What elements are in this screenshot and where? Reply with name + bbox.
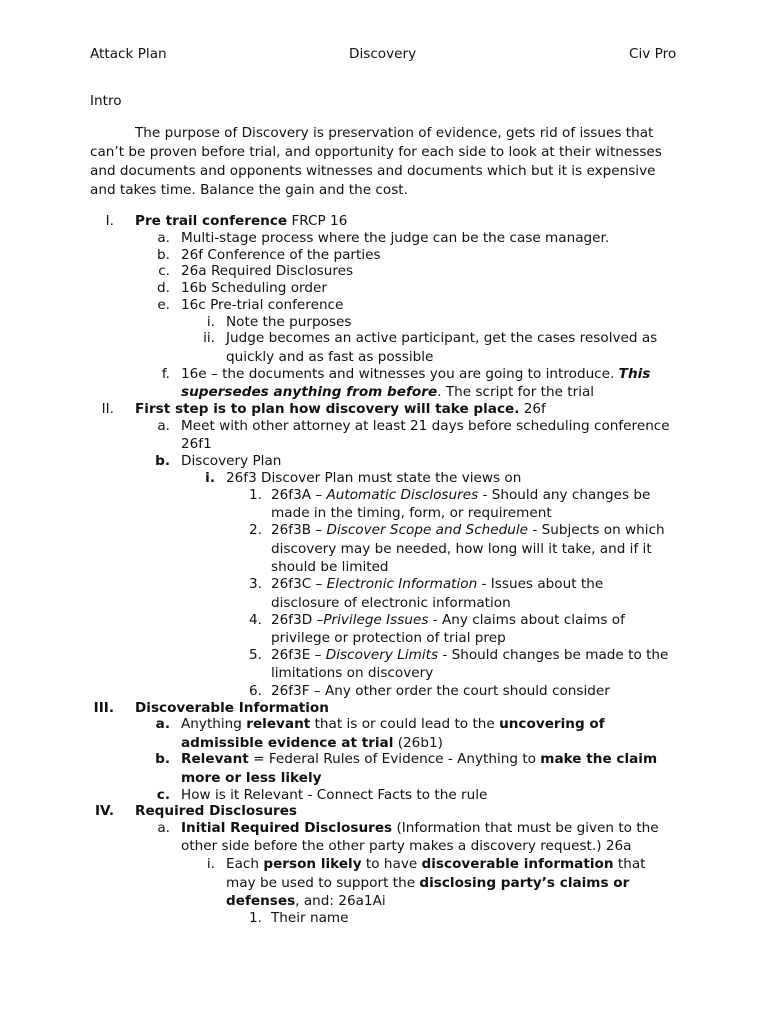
s1-b-marker: b. bbox=[157, 247, 170, 263]
s1-f-emphasis-2: supersedes anything from before bbox=[181, 384, 438, 400]
s1-f-line-1 bbox=[181, 366, 650, 383]
s1-b-text: 26f Conference of the parties bbox=[181, 247, 381, 263]
s2-b-i-text: 26f3 Discover Plan must state the views on bbox=[226, 470, 522, 486]
section-1-ref: FRCP 16 bbox=[287, 213, 348, 229]
s1-a-text: Multi-stage process where the judge can be the case manager. bbox=[181, 230, 610, 246]
s3-b-bold: Relevant bbox=[181, 751, 249, 767]
plan-item-code: 26f3E – bbox=[271, 647, 326, 663]
s1-f-text-2: . The script for the trial bbox=[437, 384, 595, 400]
plan-item-2-marker: 2. bbox=[249, 522, 262, 538]
s2-a-text-1: Meet with other attorney at least 21 days before scheduling conference bbox=[181, 418, 670, 434]
s3-a-text: that is or could lead to the bbox=[310, 716, 500, 732]
s4-a-i-text: Each bbox=[226, 856, 264, 872]
s4-a-1-text: Their name bbox=[271, 910, 349, 926]
plan-item-6-line-1: 26f3F – Any other order the court should consider bbox=[271, 683, 610, 699]
s2-a-text-2: 26f1 bbox=[181, 436, 212, 452]
plan-item-code: 26f3B – bbox=[271, 522, 327, 538]
s3-b-text: = Federal Rules of Evidence - Anything to bbox=[248, 751, 541, 767]
s3-a-marker: a. bbox=[155, 716, 170, 732]
s1-f-text-1: 16e – the documents and witnesses you are going to introduce. bbox=[181, 366, 619, 382]
plan-item-5-marker: 5. bbox=[249, 647, 262, 663]
s4-a-i-line-1 bbox=[226, 856, 645, 873]
s1-d-text: 16b Scheduling order bbox=[181, 280, 327, 296]
s2-b-text: Discovery Plan bbox=[181, 453, 282, 469]
s1-e-i-marker: i. bbox=[206, 314, 215, 330]
plan-item-2-line-2: discovery may be needed, how long will it take, and if it bbox=[271, 541, 652, 557]
s1-e-ii-text-2: quickly and as fast as possible bbox=[226, 349, 434, 365]
s4-a-bold: Initial Required Disclosures bbox=[181, 820, 393, 836]
plan-item-desc: - Issues about the bbox=[477, 576, 604, 592]
section-3-title: Discoverable Information bbox=[135, 700, 329, 716]
section-1-heading bbox=[135, 213, 347, 230]
plan-item-desc: - Should changes be made to the bbox=[438, 647, 669, 663]
plan-item-3-line-2: disclosure of electronic information bbox=[271, 595, 511, 611]
plan-item-2-line-1 bbox=[271, 522, 665, 539]
s3-c-text: How is it Relevant - Connect Facts to the rule bbox=[181, 787, 488, 803]
plan-item-topic: Privilege Issues bbox=[323, 612, 429, 628]
header-center: Discovery bbox=[349, 46, 417, 62]
section-1-title: Pre trail conference bbox=[135, 213, 288, 229]
s4-a-i-bold: disclosing party’s claims or bbox=[419, 875, 630, 891]
plan-item-4-marker: 4. bbox=[249, 612, 262, 628]
section-1-marker: I. bbox=[105, 213, 114, 229]
s3-a-bold: admissible evidence at trial bbox=[181, 735, 394, 751]
plan-item-desc: - Any claims about claims of bbox=[428, 612, 625, 628]
s3-a-line-2 bbox=[181, 735, 443, 752]
s4-a-i-marker: i. bbox=[206, 856, 215, 872]
plan-item-1-line-1 bbox=[271, 487, 650, 504]
s3-b-line-2: more or less likely bbox=[181, 770, 322, 786]
s4-a-i-text: , and: 26a1Ai bbox=[295, 893, 386, 909]
s1-e-ii-marker: ii. bbox=[203, 330, 215, 346]
s4-a-i-line-3 bbox=[226, 893, 386, 910]
s3-b-bold: make the claim bbox=[540, 751, 658, 767]
section-2-heading bbox=[135, 401, 546, 418]
s4-a-i-bold: discoverable information bbox=[421, 856, 614, 872]
s3-a-text: (26b1) bbox=[393, 735, 443, 751]
s1-c-marker: c. bbox=[158, 263, 170, 279]
s1-e-marker: e. bbox=[157, 297, 170, 313]
s2-a-marker: a. bbox=[157, 418, 170, 434]
section-2-ref: 26f bbox=[519, 401, 546, 417]
s3-a-text: Anything bbox=[181, 716, 247, 732]
s1-a-marker: a. bbox=[157, 230, 170, 246]
s4-a-line-2: other side before the other party makes a discovery request.) 26a bbox=[181, 838, 632, 854]
plan-item-desc: - Subjects on which bbox=[528, 522, 665, 538]
s3-a-line-1 bbox=[181, 716, 605, 733]
plan-item-code: 26f3C – bbox=[271, 576, 327, 592]
intro-paragraph: The purpose of Discovery is preservation of evidence, gets rid of issues that can’t be proven before trial, and opportunity for each side to look at their witnesses and documents and opponents witnesses and documents which but it is expensive and takes time. Balance the gain and the cost. bbox=[90, 125, 662, 198]
s1-e-text: 16c Pre-trial conference bbox=[181, 297, 344, 313]
s3-a-bold: uncovering of bbox=[499, 716, 605, 732]
s1-e-ii-text-1: Judge becomes an active participant, get the cases resolved as bbox=[226, 330, 658, 346]
section-4-title: Required Disclosures bbox=[135, 803, 298, 819]
s1-c-text: 26a Required Disclosures bbox=[181, 263, 354, 279]
s4-a-i-line-2 bbox=[226, 875, 629, 892]
s2-b-i-marker: i. bbox=[205, 470, 215, 486]
s4-a-i-text: that bbox=[613, 856, 646, 872]
header-left: Attack Plan bbox=[90, 46, 167, 62]
s4-a-i-bold: defenses bbox=[226, 893, 296, 909]
s1-f-marker: f. bbox=[161, 366, 170, 382]
intro-heading: Intro bbox=[90, 93, 122, 109]
s4-a-line-1 bbox=[181, 820, 659, 837]
plan-item-topic: Discover Scope and Schedule bbox=[326, 522, 529, 538]
section-4-marker: IV. bbox=[95, 803, 114, 819]
s3-b-line-1 bbox=[181, 751, 657, 768]
plan-item-6-marker: 6. bbox=[249, 683, 262, 699]
s1-d-marker: d. bbox=[157, 280, 170, 296]
s4-a-text: (Information that must be given to the bbox=[392, 820, 659, 836]
s3-a-bold: relevant bbox=[246, 716, 311, 732]
section-2-title: First step is to plan how discovery will take place. bbox=[135, 401, 520, 417]
s1-f-line-2 bbox=[181, 384, 594, 401]
s4-a-i-text: may be used to support the bbox=[226, 875, 420, 891]
plan-item-1-line-2: made in the timing, form, or requirement bbox=[271, 505, 552, 521]
section-3-marker: III. bbox=[93, 700, 114, 716]
s3-c-marker: c. bbox=[156, 787, 170, 803]
plan-item-topic: Automatic Disclosures bbox=[326, 487, 479, 503]
plan-item-code: 26f3D – bbox=[271, 612, 324, 628]
s4-a-marker: a. bbox=[157, 820, 170, 836]
plan-item-2-line-3: should be limited bbox=[271, 559, 389, 575]
plan-item-4-line-2: privilege or protection of trial prep bbox=[271, 630, 506, 646]
plan-item-topic: Electronic Information bbox=[326, 576, 478, 592]
s3-b-marker: b. bbox=[155, 751, 170, 767]
s4-a-i-bold: person likely bbox=[263, 856, 362, 872]
header-right: Civ Pro bbox=[629, 46, 677, 62]
plan-item-topic: Discovery Limits bbox=[325, 647, 439, 663]
section-2-marker: II. bbox=[101, 401, 114, 417]
plan-item-4-line-1 bbox=[271, 612, 625, 629]
s4-a-i-text: to have bbox=[361, 856, 422, 872]
s4-a-1-marker: 1. bbox=[249, 910, 262, 926]
s1-e-i-text: Note the purposes bbox=[226, 314, 352, 330]
plan-item-desc: - Should any changes be bbox=[478, 487, 651, 503]
s1-f-emphasis-1: This bbox=[618, 366, 651, 382]
s2-b-marker: b. bbox=[155, 453, 170, 469]
plan-item-5-line-1 bbox=[271, 647, 668, 664]
plan-item-1-marker: 1. bbox=[249, 487, 262, 503]
plan-item-code: 26f3A – bbox=[271, 487, 327, 503]
plan-item-5-line-2: limitations on discovery bbox=[271, 665, 434, 681]
plan-item-3-marker: 3. bbox=[249, 576, 262, 592]
plan-item-3-line-1 bbox=[271, 576, 603, 593]
